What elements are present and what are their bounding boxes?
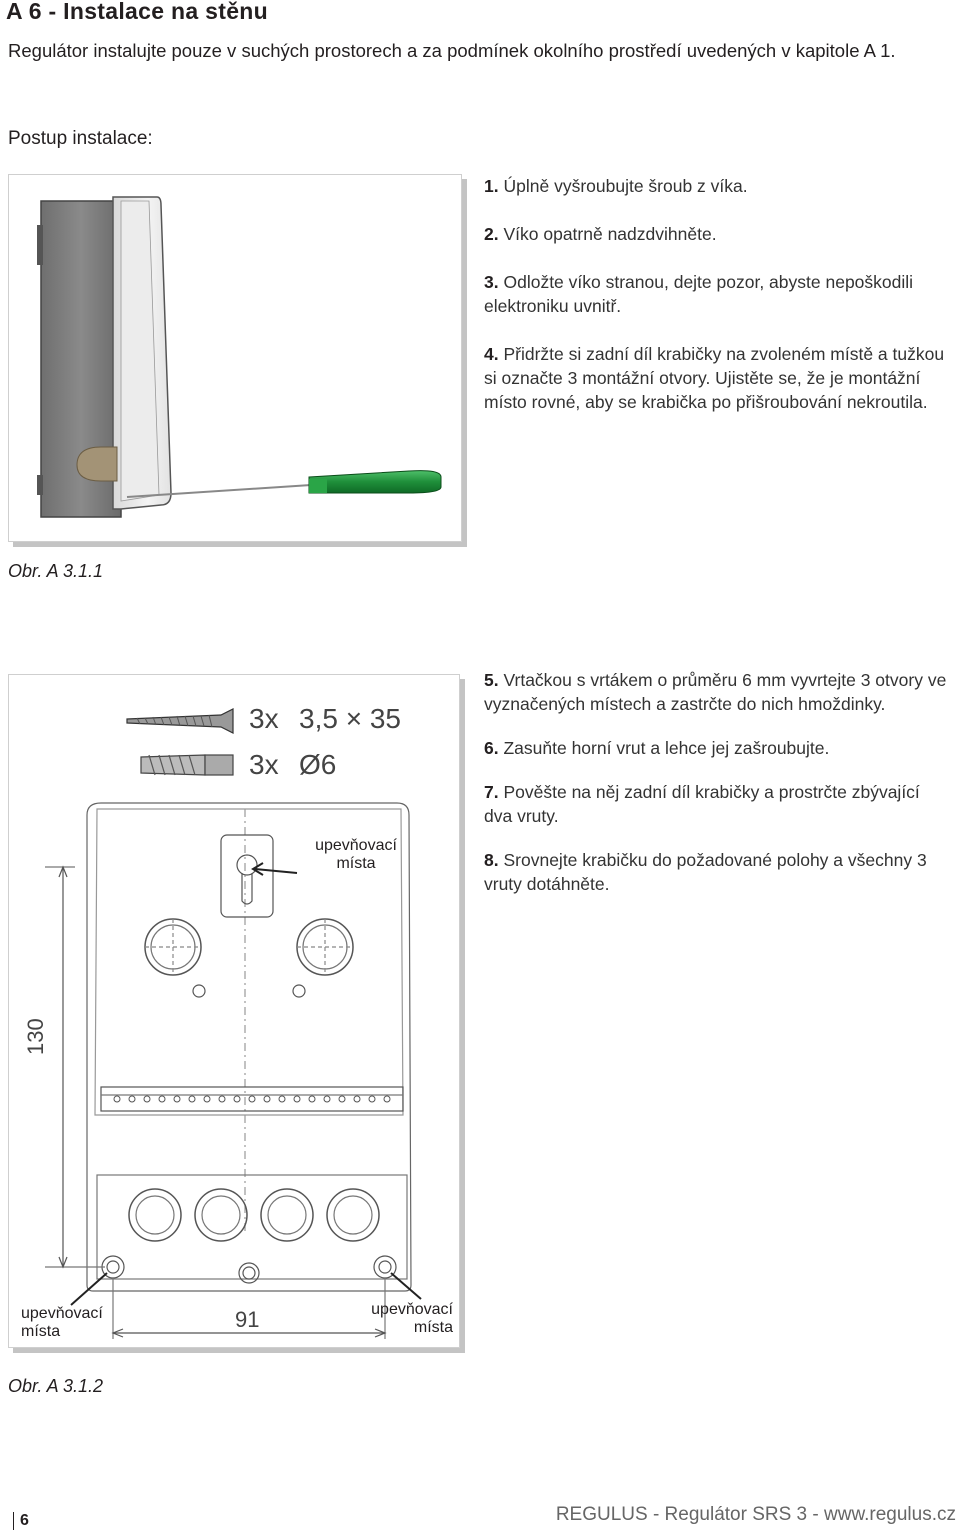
step-8: 8. Srovnejte krabičku do požadované polohy a všechny 3 vruty dotáhněte.: [484, 850, 927, 894]
intro-paragraph: Regulátor instalujte pouze v suchých prostorech a za podmínek okolního prostředí uvedených v kapitole A 1.: [8, 40, 896, 61]
label-mount-top: upevňovací místa: [315, 837, 397, 872]
step-7: 7. Pověšte na něj zadní díl krabičky a prostrčte zbývající dva vruty.: [484, 782, 920, 826]
step-5: 5. Vrtačkou s vrtákem o průměru 6 mm vyvrtejte 3 otvory ve vyznačených místech a zastrčte do nich hmoždinky.: [484, 670, 947, 714]
dimension-height: 130: [23, 1018, 48, 1055]
mounting-drawing: [9, 675, 459, 1347]
figure-2-caption: Obr. A 3.1.2: [8, 1376, 104, 1396]
footer-text: REGULUS - Regulátor SRS 3 - www.regulus.cz: [555, 1504, 956, 1525]
figure-2-panel: [8, 674, 460, 1348]
procedure-title: Postup instalace:: [8, 128, 153, 149]
page-heading: A 6 - Instalace na stěnu: [6, 0, 268, 24]
steps-top-list: [484, 174, 952, 426]
step-1: 1. Úplně vyšroubujte šroub z víka.: [484, 176, 748, 196]
label-mount-bottom-left: upevňovací místa: [21, 1305, 103, 1340]
label-mount-bottom-right: upevňovací místa: [371, 1301, 453, 1336]
lid-removal-illustration: [9, 175, 461, 541]
dowel-qty: 3x: [249, 749, 279, 780]
screw-size: 3,5 × 35: [299, 703, 401, 734]
figure-1-caption: Obr. A 3.1.1: [8, 561, 104, 581]
terminal-screws: [114, 1096, 390, 1102]
page-number: 6: [13, 1512, 29, 1530]
dimension-width: 91: [235, 1307, 260, 1332]
figure-1-panel: [8, 174, 462, 542]
dowel-size: Ø6: [299, 749, 337, 780]
steps-bottom-list: [484, 668, 952, 908]
step-6: 6. Zasuňte horní vrut a lehce jej zašroubujte.: [484, 738, 830, 758]
step-4: 4. Přidržte si zadní díl krabičky na zvoleném místě a tužkou si označte 3 montážní otvory. Ujistěte se, že je montážní místo rovné, aby se krabička po přišroubování nekroutila.: [484, 344, 945, 412]
step-2: 2. Víko opatrně nadzdvihněte.: [484, 224, 717, 244]
screw-qty: 3x: [249, 703, 279, 734]
step-3: 3. Odložte víko stranou, dejte pozor, abyste nepoškodili elektroniku uvnitř.: [484, 272, 914, 316]
